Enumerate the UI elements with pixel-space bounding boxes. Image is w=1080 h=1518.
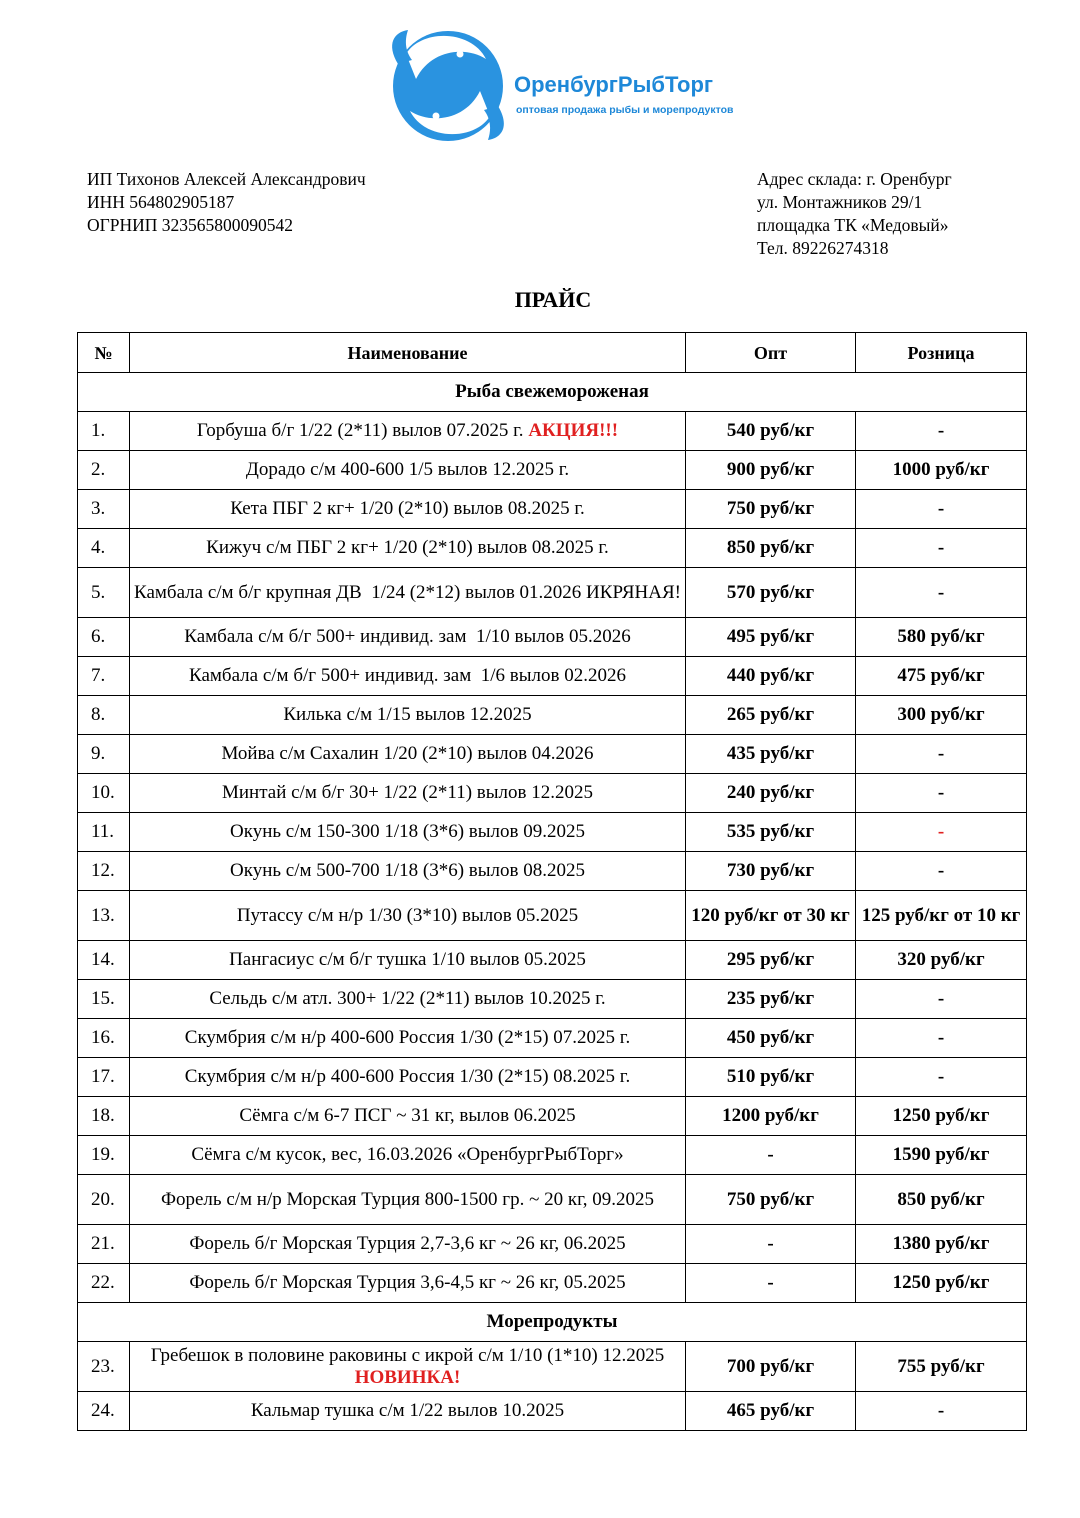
product-name-cell xyxy=(130,1342,686,1392)
price-table-body xyxy=(78,373,1027,1431)
retail-price: - xyxy=(856,1058,1027,1097)
table-row xyxy=(78,451,1027,490)
wholesale-price: 120 руб/кг от 30 кг xyxy=(686,891,856,941)
table-row xyxy=(78,1019,1027,1058)
wholesale-price: 440 руб/кг xyxy=(686,657,856,696)
wholesale-price: 900 руб/кг xyxy=(686,451,856,490)
warehouse-site: площадка ТК «Медовый» xyxy=(757,215,949,235)
row-number: 14. xyxy=(78,941,130,980)
wholesale-price: - xyxy=(686,1136,856,1175)
retail-price: - xyxy=(856,980,1027,1019)
product-name: Сёмга с/м кусок, вес, 16.03.2026 «ОренбургРыбТорг» xyxy=(191,1144,624,1165)
header-number: № xyxy=(78,333,130,373)
retail-price: - xyxy=(856,813,1027,852)
seller-ogrnip: ОГРНИП 323565800090542 xyxy=(87,215,294,235)
product-name: Окунь с/м 500-700 1/18 (3*6) вылов 08.2025 xyxy=(230,860,585,881)
product-name-cell xyxy=(130,980,686,1019)
header-wholesale: Опт xyxy=(686,333,856,373)
product-name: Пангасиус с/м б/г тушка 1/10 вылов 05.2025 xyxy=(229,949,586,970)
product-name-cell xyxy=(130,1175,686,1225)
retail-price: 580 руб/кг xyxy=(856,618,1027,657)
table-row xyxy=(78,1392,1027,1431)
product-name: Скумбрия с/м н/р 400-600 Россия 1/30 (2*15) 07.2025 г. xyxy=(184,1027,631,1048)
product-name: Дорадо с/м 400-600 1/5 вылов 12.2025 г. xyxy=(245,459,570,480)
product-name: Форель б/г Морская Турция 3,6-4,5 кг ~ 26 кг, 05.2025 xyxy=(189,1272,626,1293)
price-table xyxy=(77,332,1027,1431)
retail-price: 1590 руб/кг xyxy=(856,1136,1027,1175)
wholesale-price: 540 руб/кг xyxy=(686,412,856,451)
table-row xyxy=(78,1097,1027,1136)
product-name-cell xyxy=(130,735,686,774)
row-number: 5. xyxy=(78,568,130,618)
wholesale-price: 570 руб/кг xyxy=(686,568,856,618)
product-name: Горбуша б/г 1/22 (2*11) вылов 07.2025 г. xyxy=(196,420,529,441)
product-name: Минтай с/м б/г 30+ 1/22 (2*11) вылов 12.2025 xyxy=(222,782,593,803)
product-name-cell xyxy=(130,1225,686,1264)
product-name-cell xyxy=(130,657,686,696)
retail-price: - xyxy=(856,852,1027,891)
product-name: Камбала с/м б/г 500+ индивид. зам 1/10 вылов 05.2026 xyxy=(184,626,631,647)
retail-price: 1000 руб/кг xyxy=(856,451,1027,490)
retail-price: 1250 руб/кг xyxy=(856,1097,1027,1136)
row-number: 15. xyxy=(78,980,130,1019)
product-name-cell xyxy=(130,891,686,941)
retail-price: - xyxy=(856,735,1027,774)
retail-price: - xyxy=(856,774,1027,813)
table-row xyxy=(78,490,1027,529)
table-row xyxy=(78,1225,1027,1264)
wholesale-price: - xyxy=(686,1264,856,1303)
wholesale-price: 700 руб/кг xyxy=(686,1342,856,1392)
product-name: Килька с/м 1/15 вылов 12.2025 xyxy=(283,704,532,725)
wholesale-price: 750 руб/кг xyxy=(686,1175,856,1225)
row-number: 9. xyxy=(78,735,130,774)
retail-price: - xyxy=(856,1019,1027,1058)
row-number: 6. xyxy=(78,618,130,657)
wholesale-price: 510 руб/кг xyxy=(686,1058,856,1097)
row-number: 24. xyxy=(78,1392,130,1431)
section-row xyxy=(78,373,1027,412)
table-row xyxy=(78,1175,1027,1225)
retail-price: 1380 руб/кг xyxy=(856,1225,1027,1264)
row-number: 10. xyxy=(78,774,130,813)
retail-price: 320 руб/кг xyxy=(856,941,1027,980)
retail-price: - xyxy=(856,490,1027,529)
warehouse-info xyxy=(757,168,952,260)
row-number: 8. xyxy=(78,696,130,735)
product-name: Форель с/м н/р Морская Турция 800-1500 гр. ~ 20 кг, 09.2025 xyxy=(160,1188,654,1210)
product-name-cell xyxy=(130,813,686,852)
table-row xyxy=(78,696,1027,735)
wholesale-price: 750 руб/кг xyxy=(686,490,856,529)
promo-tag: НОВИНКА! xyxy=(354,1366,461,1388)
wholesale-price: 450 руб/кг xyxy=(686,1019,856,1058)
product-name-cell xyxy=(130,941,686,980)
table-row xyxy=(78,1058,1027,1097)
brand-tagline: оптовая продажа рыбы и морепродуктов xyxy=(516,104,734,116)
product-name-cell xyxy=(130,1019,686,1058)
table-row xyxy=(78,529,1027,568)
row-number: 3. xyxy=(78,490,130,529)
wholesale-price: 265 руб/кг xyxy=(686,696,856,735)
product-name: Кижуч с/м ПБГ 2 кг+ 1/20 (2*10) вылов 08.2025 г. xyxy=(206,537,609,558)
wholesale-price: 235 руб/кг xyxy=(686,980,856,1019)
section-title: Морепродукты xyxy=(78,1303,1027,1342)
product-name-cell xyxy=(130,696,686,735)
product-name-cell xyxy=(130,1392,686,1431)
retail-price: - xyxy=(856,529,1027,568)
table-row xyxy=(78,813,1027,852)
product-name: Сёмга с/м 6-7 ПСГ ~ 31 кг, вылов 06.2025 xyxy=(239,1105,576,1126)
row-number: 22. xyxy=(78,1264,130,1303)
wholesale-price: 240 руб/кг xyxy=(686,774,856,813)
product-name-cell xyxy=(130,618,686,657)
table-row xyxy=(78,1342,1027,1392)
product-name: Окунь с/м 150-300 1/18 (3*6) вылов 09.2025 xyxy=(230,821,585,842)
retail-price: 300 руб/кг xyxy=(856,696,1027,735)
retail-price: 755 руб/кг xyxy=(856,1342,1027,1392)
table-row xyxy=(78,980,1027,1019)
product-name: Мойва с/м Сахалин 1/20 (2*10) вылов 04.2026 xyxy=(221,743,594,764)
row-number: 19. xyxy=(78,1136,130,1175)
table-header-row xyxy=(78,333,1027,373)
product-name: Форель б/г Морская Турция 2,7-3,6 кг ~ 26 кг, 06.2025 xyxy=(189,1233,626,1254)
product-name-cell xyxy=(130,1136,686,1175)
row-number: 21. xyxy=(78,1225,130,1264)
company-logo xyxy=(386,24,746,146)
product-name-cell xyxy=(130,774,686,813)
wholesale-price: 1200 руб/кг xyxy=(686,1097,856,1136)
seller-info xyxy=(87,168,366,237)
product-name-cell xyxy=(130,1097,686,1136)
row-number: 23. xyxy=(78,1342,130,1392)
row-number: 13. xyxy=(78,891,130,941)
wholesale-price: 295 руб/кг xyxy=(686,941,856,980)
product-name: Скумбрия с/м н/р 400-600 Россия 1/30 (2*15) 08.2025 г. xyxy=(184,1066,631,1087)
retail-price: 125 руб/кг от 10 кг xyxy=(856,891,1027,941)
wholesale-price: 495 руб/кг xyxy=(686,618,856,657)
wholesale-price: 535 руб/кг xyxy=(686,813,856,852)
wholesale-price: 435 руб/кг xyxy=(686,735,856,774)
product-name: Камбала с/м б/г 500+ индивид. зам 1/6 вылов 02.2026 xyxy=(189,665,626,686)
retail-price: 1250 руб/кг xyxy=(856,1264,1027,1303)
header-retail: Розница xyxy=(856,333,1027,373)
product-name-cell xyxy=(130,852,686,891)
row-number: 2. xyxy=(78,451,130,490)
product-name-cell xyxy=(130,490,686,529)
section-title: Рыба свежемороженая xyxy=(78,373,1027,412)
table-row xyxy=(78,657,1027,696)
row-number: 1. xyxy=(78,412,130,451)
table-row xyxy=(78,774,1027,813)
row-number: 12. xyxy=(78,852,130,891)
product-name: Путассу с/м н/р 1/30 (3*10) вылов 05.2025 xyxy=(236,904,579,926)
row-number: 7. xyxy=(78,657,130,696)
header-name: Наименование xyxy=(130,333,686,373)
product-name-cell xyxy=(130,1264,686,1303)
brand-name: ОренбургРыбТорг xyxy=(514,72,714,97)
retail-price: - xyxy=(856,568,1027,618)
wholesale-price: 465 руб/кг xyxy=(686,1392,856,1431)
table-row xyxy=(78,852,1027,891)
product-name: Камбала с/м б/г крупная ДВ 1/24 (2*12) вылов 01.2026 ИКРЯНАЯ! xyxy=(134,581,681,603)
row-number: 18. xyxy=(78,1097,130,1136)
wholesale-price: 730 руб/кг xyxy=(686,852,856,891)
warehouse-city: Адрес склада: г. Оренбург xyxy=(757,169,952,189)
seller-name: ИП Тихонов Алексей Александрович xyxy=(87,169,366,189)
table-row xyxy=(78,735,1027,774)
row-number: 4. xyxy=(78,529,130,568)
product-name: Кальмар тушка с/м 1/22 вылов 10.2025 xyxy=(250,1400,565,1421)
product-name: Сельдь с/м атл. 300+ 1/22 (2*11) вылов 10.2025 г. xyxy=(209,988,606,1009)
fish-logo-icon xyxy=(386,24,510,146)
warehouse-phone: Тел. 89226274318 xyxy=(757,238,889,258)
wholesale-price: 850 руб/кг xyxy=(686,529,856,568)
retail-price: 850 руб/кг xyxy=(856,1175,1027,1225)
table-row xyxy=(78,412,1027,451)
seller-inn: ИНН 564802905187 xyxy=(87,192,235,212)
row-number: 20. xyxy=(78,1175,130,1225)
product-name: Гребешок в половине раковины с икрой с/м 1/10 (1*10) 12.2025 xyxy=(150,1344,669,1366)
section-row xyxy=(78,1303,1027,1342)
retail-price: - xyxy=(856,1392,1027,1431)
wholesale-price: - xyxy=(686,1225,856,1264)
retail-price: 475 руб/кг xyxy=(856,657,1027,696)
page-title: ПРАЙС xyxy=(514,287,592,312)
product-name-cell xyxy=(130,1058,686,1097)
row-number: 16. xyxy=(78,1019,130,1058)
product-name-cell xyxy=(130,412,686,451)
product-name-cell xyxy=(130,451,686,490)
table-row xyxy=(78,1136,1027,1175)
product-name-cell xyxy=(130,568,686,618)
warehouse-street: ул. Монтажников 29/1 xyxy=(757,192,923,212)
promo-tag: АКЦИЯ!!! xyxy=(528,420,619,441)
product-name: Кета ПБГ 2 кг+ 1/20 (2*10) вылов 08.2025 г. xyxy=(230,498,585,519)
table-row xyxy=(78,618,1027,657)
retail-price: - xyxy=(856,412,1027,451)
row-number: 17. xyxy=(78,1058,130,1097)
product-name-cell xyxy=(130,529,686,568)
table-row xyxy=(78,568,1027,618)
table-row xyxy=(78,941,1027,980)
table-row xyxy=(78,891,1027,941)
table-row xyxy=(78,1264,1027,1303)
row-number: 11. xyxy=(78,813,130,852)
